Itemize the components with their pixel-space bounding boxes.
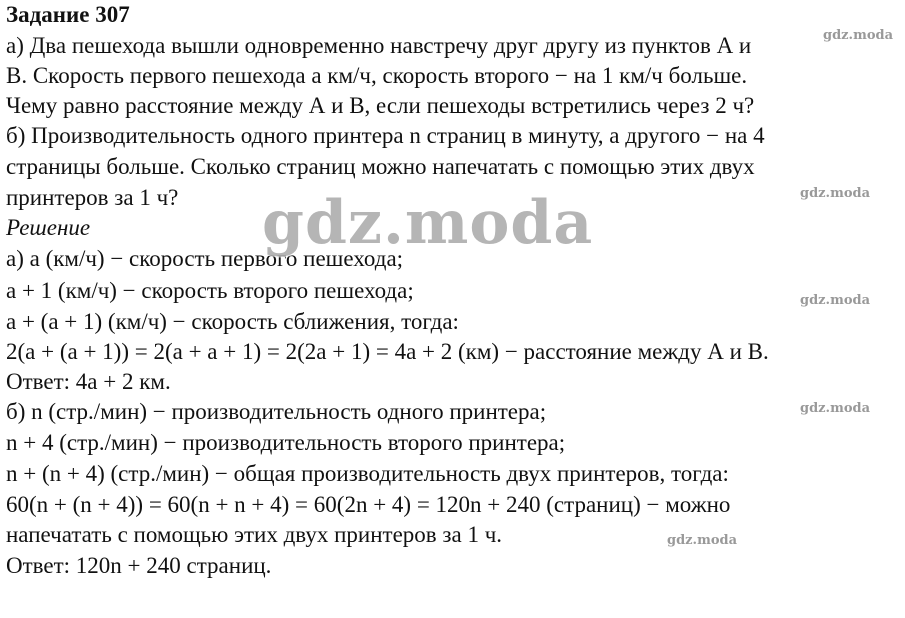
- solution-heading: Решение: [6, 215, 91, 240]
- task-line: Чему равно расстояние между А и В, если пешеходы встретились через 2 ч?: [6, 93, 755, 118]
- task-line: а) Два пешехода вышли одновременно навстречу друг другу из пунктов А и: [6, 33, 752, 58]
- watermark-small: gdz.moda: [667, 533, 738, 548]
- task-title: Задание 307: [6, 2, 130, 27]
- watermark-main: gdz.moda: [262, 188, 594, 258]
- answer-b: Ответ: 120n + 240 страниц.: [6, 553, 272, 578]
- solution-line: а + (а + 1) (км/ч) − скорость сближения, тогда:: [6, 309, 459, 334]
- task-line: В. Скорость первого пешехода а км/ч, скорость второго − на 1 км/ч больше.: [6, 63, 748, 88]
- task-line: б) Производительность одного принтера n страниц в минуту, а другого − на 4: [6, 123, 765, 148]
- solution-line: напечатать с помощью этих двух принтеров за 1 ч.: [6, 522, 503, 547]
- task-line: принтеров за 1 ч?: [6, 185, 179, 210]
- solution-line: б) n (стр./мин) − производительность одного принтера;: [6, 399, 547, 424]
- task-line: страницы больше. Сколько страниц можно напечатать с помощью этих двух: [6, 154, 755, 179]
- solution-line: n + (n + 4) (стр./мин) − общая производительность двух принтеров, тогда:: [6, 461, 729, 486]
- solution-line: а + 1 (км/ч) − скорость второго пешехода;: [6, 278, 414, 303]
- watermark-small: gdz.moda: [800, 186, 871, 201]
- solution-line: а) а (км/ч) − скорость первого пешехода;: [6, 246, 404, 271]
- solution-line: n + 4 (стр./мин) − производительность второго принтера;: [6, 430, 566, 455]
- solution-line: 60(n + (n + 4)) = 60(n + n + 4) = 60(2n + 4) = 120n + 240 (страниц) − можно: [6, 492, 731, 517]
- watermark-small: gdz.moda: [800, 293, 871, 308]
- watermark-small: gdz.moda: [800, 401, 871, 416]
- solution-line: 2(а + (а + 1)) = 2(а + а + 1) = 2(2а + 1) = 4а + 2 (км) − расстояние между А и В.: [6, 339, 769, 364]
- watermark-small: gdz.moda: [823, 28, 894, 43]
- answer-a: Ответ: 4а + 2 км.: [6, 369, 171, 394]
